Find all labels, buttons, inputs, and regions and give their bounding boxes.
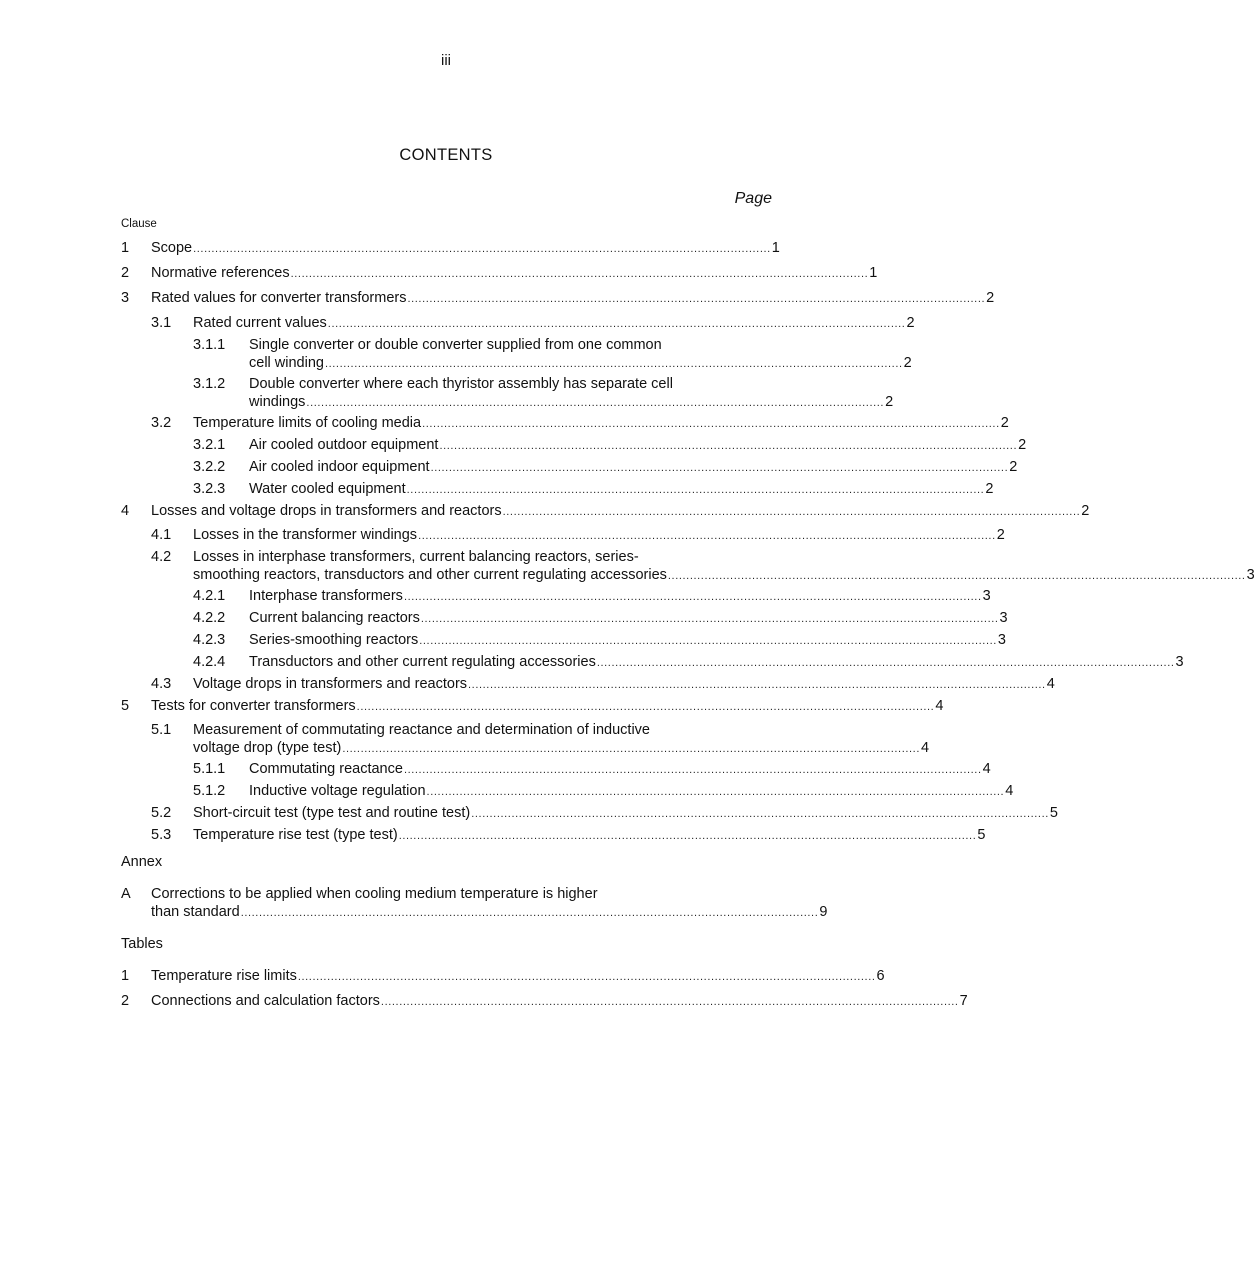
toc-page: 2 — [903, 355, 912, 371]
leader-dots: .............................................................................................................................................................. — [297, 971, 876, 983]
toc-entry-2[interactable] — [121, 264, 878, 283]
toc-entry-4-2-2[interactable] — [121, 609, 1008, 628]
toc-title: Current balancing reactors — [249, 610, 420, 626]
page-title: CONTENTS — [399, 146, 493, 164]
toc-entry-3-1-2[interactable] — [121, 375, 894, 412]
toc-page: 3 — [982, 588, 991, 604]
toc-page: 9 — [819, 904, 828, 920]
toc-title-continued: than standard — [151, 904, 240, 920]
toc-number: 3 — [121, 290, 130, 306]
leader-dots: .............................................................................................................................................................. — [290, 268, 869, 280]
leader-dots: .............................................................................................................................................................. — [420, 613, 999, 625]
toc-number: 3.1.1 — [193, 337, 226, 353]
leader-dots: .............................................................................................................................................................. — [342, 743, 920, 755]
toc-number: 3.2 — [151, 415, 172, 431]
toc-entry-table-2[interactable] — [121, 992, 968, 1011]
toc-title-continued: windings — [249, 394, 306, 410]
toc-entry-3[interactable] — [121, 289, 995, 308]
leader-dots: .............................................................................................................................................................. — [471, 808, 1049, 820]
toc-number: 3.2.2 — [193, 459, 226, 475]
toc-entry-3-1[interactable] — [121, 314, 915, 333]
toc-title: Losses in interphase transformers, current balancing reactors, series- — [193, 549, 639, 565]
leader-dots: .............................................................................................................................................................. — [403, 591, 982, 603]
toc-page: 2 — [1081, 503, 1090, 519]
toc-entry-5-1-1[interactable] — [121, 760, 991, 779]
leader-dots: .............................................................................................................................................................. — [439, 440, 1018, 452]
toc-number: 5.3 — [151, 827, 172, 843]
toc-number: 5.2 — [151, 805, 172, 821]
toc-page: 5 — [1049, 805, 1058, 821]
toc-number: 4.2.1 — [193, 588, 226, 604]
page-number: iii — [441, 52, 451, 69]
toc-title: Double converter where each thyristor assembly has separate cell — [249, 376, 673, 392]
toc-number: 5.1.2 — [193, 783, 226, 799]
toc-entry-3-2-2[interactable] — [121, 458, 1018, 477]
toc-title: Temperature rise test (type test) — [193, 827, 398, 843]
toc-page: 1 — [869, 265, 878, 281]
leader-dots: .............................................................................................................................................................. — [407, 293, 986, 305]
leader-dots: .............................................................................................................................................................. — [398, 830, 977, 842]
toc-page: 2 — [1000, 415, 1009, 431]
toc-title: Interphase transformers — [249, 588, 403, 604]
toc-title: Connections and calculation factors — [151, 993, 380, 1009]
toc-title: Transductors and other current regulating accessories — [249, 654, 596, 670]
toc-entry-5-3[interactable] — [121, 826, 986, 845]
toc-entry-4-2-4[interactable] — [121, 653, 1184, 672]
toc-page: 2 — [1009, 459, 1018, 475]
toc-page: 4 — [920, 740, 930, 756]
toc-title-continued: smoothing reactors, transductors and other current regulating accessories — [193, 567, 667, 583]
toc-entry-table-1[interactable] — [121, 967, 885, 986]
toc-title: Water cooled equipment — [249, 481, 406, 497]
toc-title: Corrections to be applied when cooling medium temperature is higher — [151, 886, 598, 902]
toc-entry-3-2-1[interactable] — [121, 436, 1027, 455]
toc-entry-3-2-3[interactable] — [121, 480, 994, 499]
toc-entry-1[interactable] — [121, 239, 780, 258]
toc-number: 3.1.2 — [193, 376, 226, 392]
clause-column-label: Clause — [121, 218, 157, 230]
toc-title: Series-smoothing reactors — [249, 632, 419, 648]
toc-entry-5-1[interactable] — [121, 721, 930, 758]
toc-entry-4-2[interactable] — [121, 548, 1255, 585]
toc-page: 4 — [982, 761, 991, 777]
toc-entry-annex-a[interactable] — [121, 885, 828, 922]
toc-title-continued: cell winding — [249, 355, 324, 371]
toc-title: Rated current values — [193, 315, 327, 331]
toc-entry-4[interactable] — [121, 502, 1090, 521]
toc-entry-4-2-3[interactable] — [121, 631, 1006, 650]
toc-number: A — [121, 886, 131, 902]
toc-page: 6 — [876, 968, 885, 984]
toc-entry-5-1-2[interactable] — [121, 782, 1014, 801]
tables-heading: Tables — [121, 936, 163, 952]
toc-number: 4.2.2 — [193, 610, 226, 626]
toc-title: Temperature limits of cooling media — [193, 415, 422, 431]
annex-heading: Annex — [121, 854, 163, 870]
toc-number: 3.2.3 — [193, 481, 226, 497]
toc-number: 4.1 — [151, 527, 172, 543]
leader-dots: .............................................................................................................................................................. — [306, 397, 885, 409]
toc-entry-3-2[interactable] — [121, 414, 1009, 433]
toc-title: Inductive voltage regulation — [249, 783, 426, 799]
toc-number: 5 — [121, 698, 130, 714]
toc-title: Losses and voltage drops in transformers and reactors — [151, 503, 502, 519]
toc-number: 2 — [121, 265, 130, 281]
toc-entry-5-2[interactable] — [121, 804, 1058, 823]
toc-page: 5 — [977, 827, 986, 843]
toc-page: 4 — [1005, 783, 1014, 799]
leader-dots: .............................................................................................................................................................. — [380, 996, 959, 1008]
toc-number: 3.1 — [151, 315, 172, 331]
toc-page: 2 — [906, 315, 915, 331]
leader-dots: .............................................................................................................................................................. — [193, 243, 771, 255]
leader-dots: .............................................................................................................................................................. — [403, 764, 982, 776]
toc-title: Normative references — [151, 265, 290, 281]
toc-title: Losses in the transformer windings — [193, 527, 418, 543]
toc-number: 4.2.3 — [193, 632, 226, 648]
leader-dots: .............................................................................................................................................................. — [426, 786, 1005, 798]
toc-number: 4 — [121, 503, 130, 519]
toc-page: 4 — [935, 698, 944, 714]
toc-page: 2 — [985, 481, 994, 497]
toc-page: 3 — [997, 632, 1006, 648]
toc-number: 1 — [121, 240, 130, 256]
toc-number: 5.1 — [151, 722, 172, 738]
leader-dots: .............................................................................................................................................................. — [406, 484, 985, 496]
leader-dots: .............................................................................................................................................................. — [502, 506, 1081, 518]
toc-page: 3 — [1246, 567, 1255, 583]
leader-dots: .............................................................................................................................................................. — [596, 657, 1175, 669]
toc-title: Commutating reactance — [249, 761, 403, 777]
leader-dots: .............................................................................................................................................................. — [327, 318, 906, 330]
toc-page: 2 — [986, 290, 995, 306]
toc-title: Rated values for converter transformers — [151, 290, 407, 306]
toc-number: 1 — [121, 968, 130, 984]
leader-dots: .............................................................................................................................................................. — [324, 358, 903, 370]
leader-dots: .............................................................................................................................................................. — [419, 635, 997, 647]
toc-page: 7 — [959, 993, 968, 1009]
toc-title: Single converter or double converter supplied from one common — [249, 337, 662, 353]
toc-number: 5.1.1 — [193, 761, 226, 777]
page-column-label: Page — [734, 190, 772, 207]
toc-title: Temperature rise limits — [151, 968, 297, 984]
toc-entry-4-3[interactable] — [121, 675, 1055, 694]
leader-dots: .............................................................................................................................................................. — [430, 462, 1009, 474]
toc-number: 2 — [121, 993, 130, 1009]
leader-dots: .............................................................................................................................................................. — [422, 418, 1000, 430]
toc-number: 4.2.4 — [193, 654, 226, 670]
toc-title: Voltage drops in transformers and reactors — [193, 676, 468, 692]
toc-title: Measurement of commutating reactance and determination of inductive — [193, 722, 650, 738]
toc-title: Air cooled outdoor equipment — [249, 437, 439, 453]
toc-page: 3 — [1175, 654, 1184, 670]
toc-number: 4.3 — [151, 676, 172, 692]
toc-title: Scope — [151, 240, 193, 256]
leader-dots: .............................................................................................................................................................. — [468, 679, 1046, 691]
toc-title-continued: voltage drop (type test) — [193, 740, 342, 756]
toc-title: Tests for converter transformers — [151, 698, 356, 714]
toc-title: Short-circuit test (type test and routine test) — [193, 805, 471, 821]
toc-page: 2 — [1018, 437, 1027, 453]
toc-page: 1 — [771, 240, 780, 256]
toc-number: 3.2.1 — [193, 437, 226, 453]
leader-dots: .............................................................................................................................................................. — [240, 907, 819, 919]
toc-entry-4-1[interactable] — [121, 526, 1005, 545]
toc-entry-4-2-1[interactable] — [121, 587, 991, 606]
toc-entry-3-1-1[interactable] — [121, 336, 912, 373]
leader-dots: .............................................................................................................................................................. — [667, 570, 1246, 582]
toc-page: 2 — [885, 394, 894, 410]
toc-entry-5[interactable] — [121, 697, 944, 716]
toc-page: 4 — [1046, 676, 1055, 692]
toc-page: 3 — [999, 610, 1008, 626]
toc-number: 4.2 — [151, 549, 172, 565]
leader-dots: .............................................................................................................................................................. — [418, 530, 996, 542]
leader-dots: .............................................................................................................................................................. — [356, 701, 935, 713]
toc-title: Air cooled indoor equipment — [249, 459, 430, 475]
toc-page: 2 — [996, 527, 1005, 543]
